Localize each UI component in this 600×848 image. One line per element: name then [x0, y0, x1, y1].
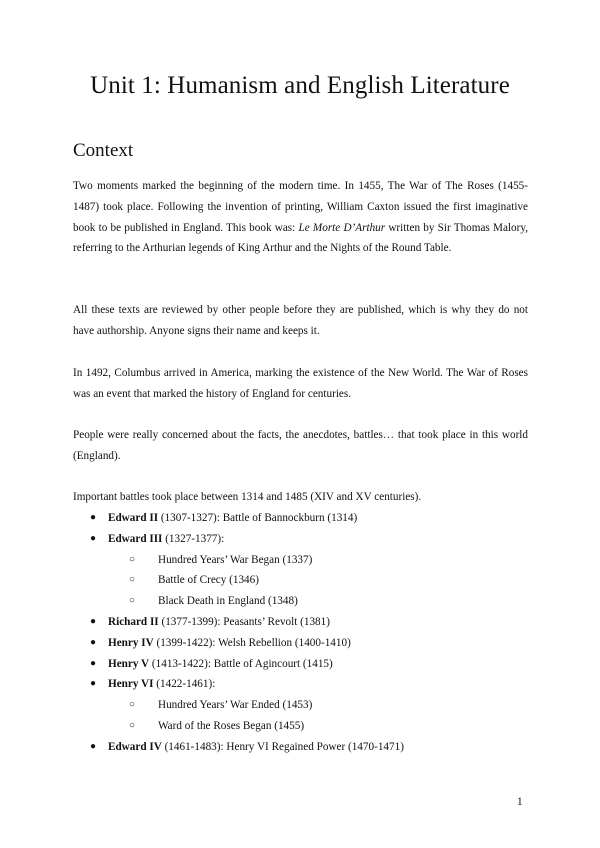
hollow-bullet-icon: ○ — [129, 595, 136, 607]
king-name: Henry VI — [108, 678, 154, 691]
list-item — [73, 612, 533, 633]
page-number: 1 — [517, 796, 523, 808]
kings-list — [73, 508, 533, 758]
king-name: Henry IV — [108, 636, 154, 649]
king-detail: (1327-1377): — [162, 532, 225, 545]
bullet-icon: ● — [90, 740, 97, 752]
bullet-icon: ● — [90, 678, 97, 690]
king-name: Edward IV — [108, 740, 162, 753]
sub-list — [108, 695, 533, 737]
event-text: Hundred Years’ War Began (1337) — [158, 553, 313, 566]
king-detail: (1377-1399): Peasants’ Revolt (1381) — [158, 615, 330, 628]
list-item — [73, 529, 533, 612]
bullet-icon: ● — [90, 532, 97, 544]
section-heading-context: Context — [73, 140, 134, 161]
king-name: Henry V — [108, 657, 150, 670]
list-item — [73, 508, 533, 529]
hollow-bullet-icon: ○ — [129, 574, 136, 586]
list-item — [73, 654, 533, 675]
king-name: Richard II — [108, 615, 159, 628]
bullet-icon: ● — [90, 512, 97, 523]
sub-list-item — [108, 695, 533, 716]
list-item — [73, 737, 533, 758]
king-name: Edward III — [108, 532, 163, 545]
event-text: Hundred Years’ War Ended (1453) — [158, 699, 313, 712]
hollow-bullet-icon: ○ — [129, 553, 136, 565]
hollow-bullet-icon: ○ — [129, 699, 136, 711]
paragraph-facts: People were really concerned about the facts, the anecdotes, battles… that took place in this world (England). — [73, 429, 528, 462]
paragraph-modern-time — [73, 176, 528, 259]
bullet-icon: ● — [90, 636, 97, 648]
book-title: Le Morte D’Arthur — [298, 221, 386, 234]
paragraph-authorship: All these texts are reviewed by other people before they are published, which is why they do not have authorship. Anyone signs their name and keeps it. — [73, 304, 528, 337]
paragraph-battles-intro: Important battles took place between 1314 and 1485 (XIV and XV centuries). — [73, 491, 422, 503]
paragraph-columbus: In 1492, Columbus arrived in America, marking the existence of the New World. The War of Roses was an event that marked the history of England for centuries. — [73, 367, 528, 400]
paragraph-modern-time-text-end: written by Sir Thomas Malory, referring to the Arthurian legends of King Arthur and the Nights of the Round Table. — [73, 221, 529, 255]
king-detail: (1422-1461): — [153, 678, 216, 691]
hollow-bullet-icon: ○ — [129, 719, 136, 731]
sub-list-item — [108, 570, 533, 591]
sub-list-item — [108, 716, 533, 737]
event-text: Black Death in England (1348) — [158, 595, 298, 608]
king-detail: (1399-1422): Welsh Rebellion (1400-1410) — [153, 636, 351, 649]
king-detail: (1461-1483): Henry VI Regained Power (1470-1471) — [161, 740, 404, 753]
sub-list-item — [108, 591, 533, 612]
event-text: Battle of Crecy (1346) — [158, 574, 259, 587]
king-detail: (1413-1422): Battle of Agincourt (1415) — [149, 657, 333, 670]
page-title: Unit 1: Humanism and English Literature — [90, 72, 510, 99]
bullet-icon: ● — [90, 657, 97, 669]
list-item — [73, 633, 533, 654]
event-text: Ward of the Roses Began (1455) — [158, 719, 305, 732]
list-item — [73, 674, 533, 736]
bullet-icon: ● — [90, 615, 97, 627]
king-detail: (1307-1327): Battle of Bannockburn (1314) — [158, 512, 358, 524]
paragraph-modern-time-text: Two moments marked the beginning of the modern time. In 1455, The War of The Roses (1455-1487) took place. Following the invention of printing, William Caxton issued the first imaginative book to be published in England. This book was: — [73, 180, 528, 234]
sub-list-item — [108, 550, 533, 571]
sub-list — [108, 550, 533, 612]
king-name: Edward II — [108, 512, 159, 524]
